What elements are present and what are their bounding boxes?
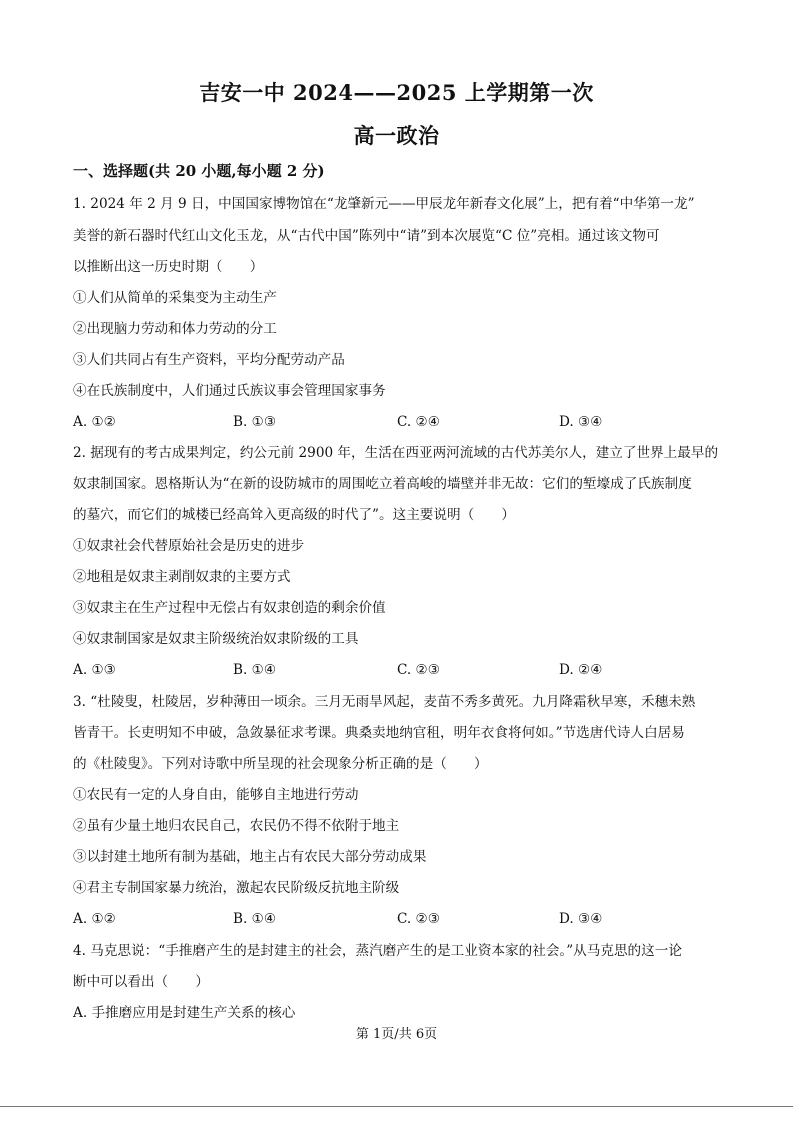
q3-option-c: C. ②③ (397, 911, 440, 927)
q2-stem-line: 的墓穴，而它们的城楼已经高耸入更高级的时代了”。这主要说明（ ） (73, 507, 515, 523)
q3-statement: ③以封建土地所有制为基础，地主占有农民大部分劳动成果 (73, 849, 427, 865)
q1-statement: ①人们从简单的采集变为主动生产 (73, 290, 277, 306)
q3-stem-line: 皆青干。长吏明知不申破，急敛暴征求考课。典桑卖地纳官租，明年衣食将何如。”节选唐代诗人白居易 (73, 725, 685, 741)
q2-statement: ④奴隶制国家是奴隶主阶级统治奴隶阶级的工具 (73, 631, 359, 647)
q2-options (73, 660, 723, 680)
q1-stem-line: 美誉的新石器时代红山文化玉龙，从“古代中国”陈列中“请”到本次展览“C 位”亮相。通过该文物可 (73, 228, 660, 244)
q3-stem-line: 的《杜陵叟》。下列对诗歌中所呈现的社会现象分析正确的是（ ） (73, 756, 488, 772)
q2-statement: ①奴隶社会代替原始社会是历史的进步 (73, 538, 305, 554)
exam-subject: 高一政治 (353, 123, 440, 148)
q1-statement: ②出现脑力劳动和体力劳动的分工 (73, 321, 277, 337)
q3-stem-line: 3. “杜陵叟，杜陵居，岁种薄田一顷余。三月无雨旱风起，麦苗不秀多黄死。九月降霜秋早寒，禾穗未熟 (73, 694, 696, 710)
q1-option-b: B. ①③ (233, 414, 277, 430)
q1-option-d: D. ③④ (559, 414, 603, 430)
q3-option-d: D. ③④ (559, 911, 603, 927)
q1-statement: ③人们共同占有生产资料，平均分配劳动产品 (73, 352, 345, 368)
q2-statement: ③奴隶主在生产过程中无偿占有奴隶创造的剩余价值 (73, 600, 386, 616)
q1-option-c: C. ②④ (397, 414, 440, 430)
q3-option-b: B. ①④ (233, 911, 277, 927)
q4-stem-line: 断中可以看出（ ） (73, 974, 209, 990)
q1-stem-line: 1. 2024 年 2 月 9 日，中国国家博物馆在“龙肇新元——甲辰龙年新春文化展”上，把有着“中华第一龙” (73, 196, 695, 212)
q4-stem-line: 4. 马克思说：“手推磨产生的是封建主的社会，蒸汽磨产生的是工业资本家的社会。”从马克思的这一论 (73, 943, 682, 959)
q2-stem-line: 2. 据现有的考古成果判定，约公元前 2900 年，生活在西亚两河流域的古代苏美尔人，建立了世界上最早的 (73, 445, 719, 461)
q3-options (73, 909, 723, 929)
q1-options (73, 412, 723, 432)
page-divider (0, 1106, 793, 1107)
q1-stem-line: 以推断出这一历史时期（ ） (73, 259, 264, 275)
section-heading: 一、选择题(共 20 小题,每小题 2 分) (73, 162, 325, 180)
q2-option-b: B. ①④ (233, 662, 277, 678)
page-number: 第 1页/共 6页 (355, 1027, 438, 1042)
q1-option-a: A. ①② (73, 414, 116, 430)
q3-statement: ②虽有少量土地归农民自己，农民仍不得不依附于地主 (73, 818, 400, 834)
q2-statement: ②地租是奴隶主剥削奴隶的主要方式 (73, 569, 291, 585)
q3-statement: ①农民有一定的人身自由，能够自主地进行劳动 (73, 787, 359, 803)
q2-option-c: C. ②③ (397, 662, 440, 678)
q2-option-a: A. ①③ (73, 662, 116, 678)
q1-statement: ④在氏族制度中，人们通过氏族议事会管理国家事务 (73, 383, 386, 399)
q3-option-a: A. ①② (73, 911, 116, 927)
exam-title: 吉安一中 2024——2025 上学期第一次 (199, 80, 594, 105)
q4-option-a: A. 手推磨应用是封建生产关系的核心 (73, 1005, 296, 1021)
q3-statement: ④君主专制国家暴力统治，激起农民阶级反抗地主阶级 (73, 880, 400, 896)
q2-option-d: D. ②④ (559, 662, 603, 678)
q2-stem-line: 奴隶制国家。恩格斯认为“在新的设防城市的周围屹立着高峻的墙壁并非无故：它们的堑壕成了氏族制度 (73, 476, 692, 492)
